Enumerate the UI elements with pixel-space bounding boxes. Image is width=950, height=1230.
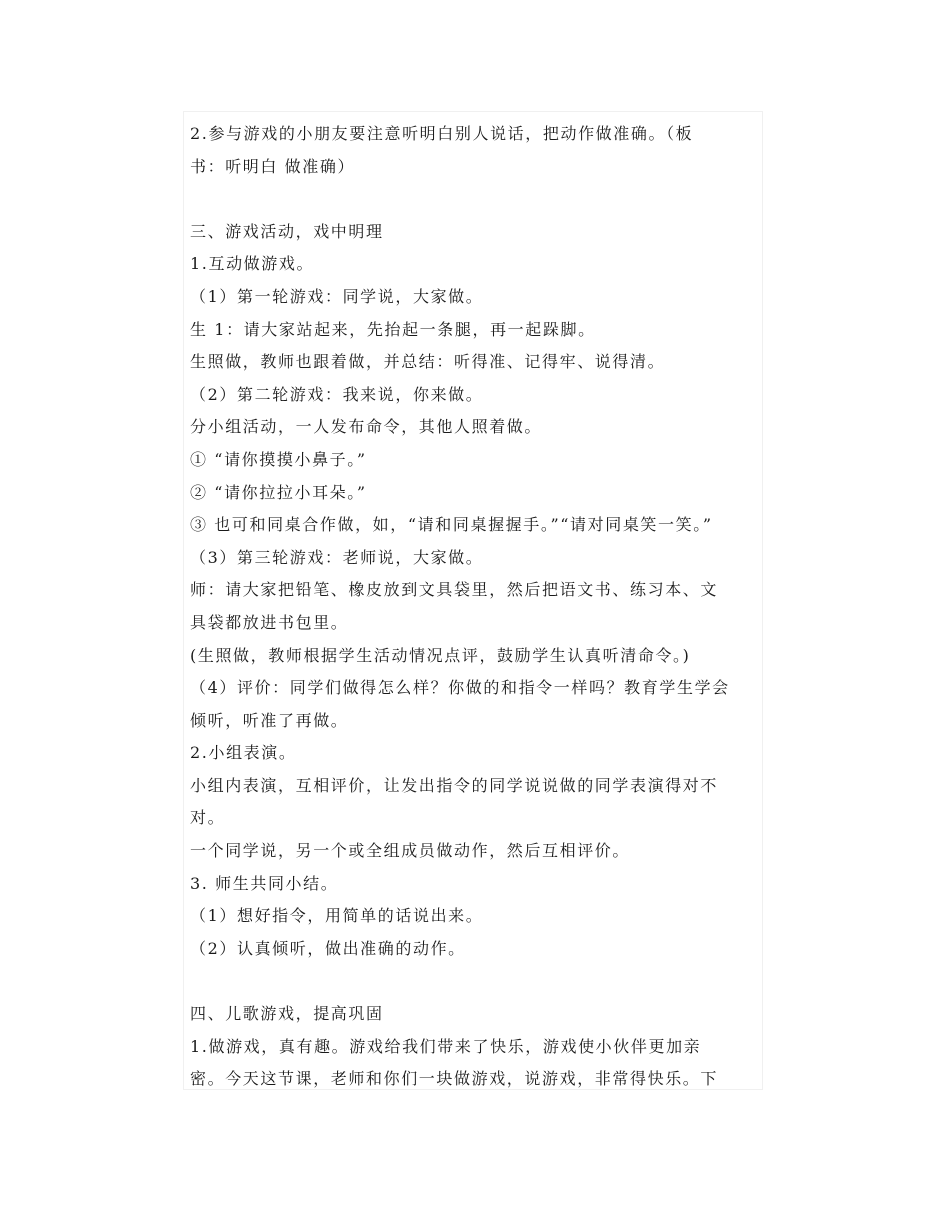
section-heading: 四、儿歌游戏，提高巩固 bbox=[190, 1004, 384, 1024]
text-line: 1.互动做游戏。 bbox=[190, 254, 315, 274]
text-line: 2.小组表演。 bbox=[190, 743, 297, 763]
text-line: ② “请你拉拉小耳朵。” bbox=[190, 482, 367, 502]
text-line: 3. 师生共同小结。 bbox=[190, 873, 339, 893]
section-heading: 三、游戏活动，戏中明理 bbox=[190, 221, 384, 241]
document-body bbox=[190, 118, 760, 1096]
text-line: 2.参与游戏的小朋友要注意听明白别人说话，把动作做准确。（板 bbox=[190, 124, 694, 143]
text-line: 生照做，教师也跟着做，并总结：听得准、记得牢、说得清。 bbox=[190, 352, 666, 372]
blank-line bbox=[190, 183, 760, 216]
text-line: 小组内表演，互相评价，让发出指令的同学说说做的同学表演得对不 bbox=[190, 775, 719, 795]
text-line: 师：请大家把铅笔、橡皮放到文具袋里，然后把语文书、练习本、文 bbox=[190, 580, 719, 600]
text-line: （4）评价：同学们做得怎么样？你做的和指令一样吗？教育学生学会 bbox=[190, 678, 730, 698]
text-line: 倾听，听准了再做。 bbox=[190, 710, 349, 730]
text-line: 一个同学说，另一个或全组成员做动作，然后互相评价。 bbox=[190, 841, 631, 861]
text-line: 具袋都放进书包里。 bbox=[190, 612, 349, 632]
text-line: （1）第一轮游戏：同学说，大家做。 bbox=[190, 286, 484, 306]
text-line: 分小组活动，一人发布命令，其他人照着做。 bbox=[190, 417, 543, 437]
text-line: （2）认真倾听，做出准确的动作。 bbox=[190, 938, 466, 958]
text-line: 生 1：请大家站起来，先抬起一条腿，再一起跺脚。 bbox=[190, 319, 596, 339]
text-line: ① “请你摸摸小鼻子。” bbox=[190, 449, 367, 469]
text-line: 对。 bbox=[190, 808, 226, 828]
text-line: 密。今天这节课，老师和你们一块做游戏，说游戏，非常得快乐。下 bbox=[190, 1069, 719, 1089]
blank-line bbox=[190, 965, 760, 998]
text-line: （1）想好指令，用简单的话说出来。 bbox=[190, 906, 484, 926]
text-line: （3）第三轮游戏：老师说，大家做。 bbox=[190, 547, 484, 567]
text-line: 书：听明白 做准确） bbox=[190, 156, 356, 176]
text-line: 1.做游戏，真有趣。游戏给我们带来了快乐，游戏使小伙伴更加亲 bbox=[190, 1036, 702, 1056]
text-line: （2）第二轮游戏：我来说，你来做。 bbox=[190, 384, 484, 404]
text-line: (生照做，教师根据学生活动情况点评，鼓励学生认真听清命令。) bbox=[190, 645, 691, 665]
text-line: ③ 也可和同桌合作做，如，“请和同桌握握手。”“请对同桌笑一笑。” bbox=[190, 515, 713, 535]
